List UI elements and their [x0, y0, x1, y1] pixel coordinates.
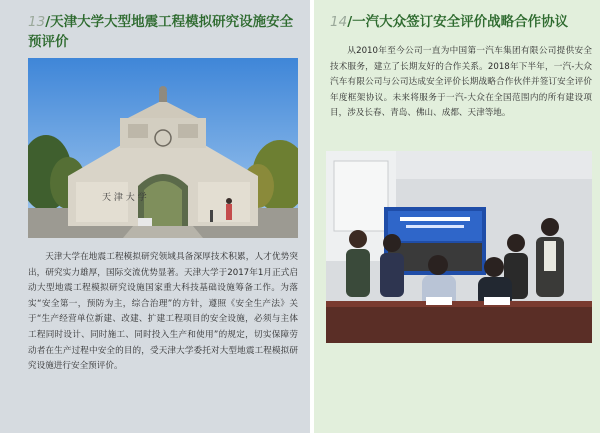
- university-gate-photo: [28, 58, 298, 238]
- right-section-title: [330, 12, 592, 32]
- university-gate-illustration: [28, 58, 298, 238]
- left-title-text: 天津大学大型地震工程模拟研究设施安全预评价: [28, 14, 294, 50]
- right-paragraph: [330, 44, 592, 122]
- signing-ceremony-photo: [326, 151, 592, 343]
- signing-ceremony-illustration: [326, 151, 592, 343]
- left-paragraph-text: 天津大学在地震工程模拟研究领域具备深厚技术积累，人才优势突出，研究实力雄厚，国际交流优势显著。天津大学于2017年1月正式启动大型地震工程模拟研究设施国家重大科技基础设施筹备工作。为落实“安全第一，预防为主，综合治理”的方针，遵照《安全生产法》关于“生产经营单位新建、改建、扩建工程项目的安全设施，必须与主体工程同时设计、同时施工、同时投入生产和使用”的规定，切实保障劳动者在生产过程中安全的目的，受天津大学委托对大型地震工程模拟研究设施进行安全预评价。: [28, 252, 298, 372]
- left-section-title: [28, 12, 298, 52]
- gate-sign-text: 天 津 大 学: [102, 193, 147, 203]
- right-title-text: 一汽大众签订安全评价战略合作协议: [352, 14, 569, 30]
- left-title-separator: /: [45, 14, 51, 30]
- right-paragraph-text: 从2010年至今公司一直为中国第一汽车集团有限公司提供安全技术服务，建立了长期友好的合作关系。2018年下半年，一汽-大众汽车有限公司与公司达成安全评价长期战略合作伙伴并签订安全评价年度框架协议。未来将服务于一汽-大众在全国范围内的所有建设项目，涉及长春、青岛、佛山、成都、天津等地。: [330, 46, 592, 119]
- right-section-number: 14: [330, 14, 348, 30]
- right-title-separator: /: [347, 14, 353, 30]
- left-section-number: 13: [28, 14, 46, 30]
- left-paragraph: [28, 250, 298, 375]
